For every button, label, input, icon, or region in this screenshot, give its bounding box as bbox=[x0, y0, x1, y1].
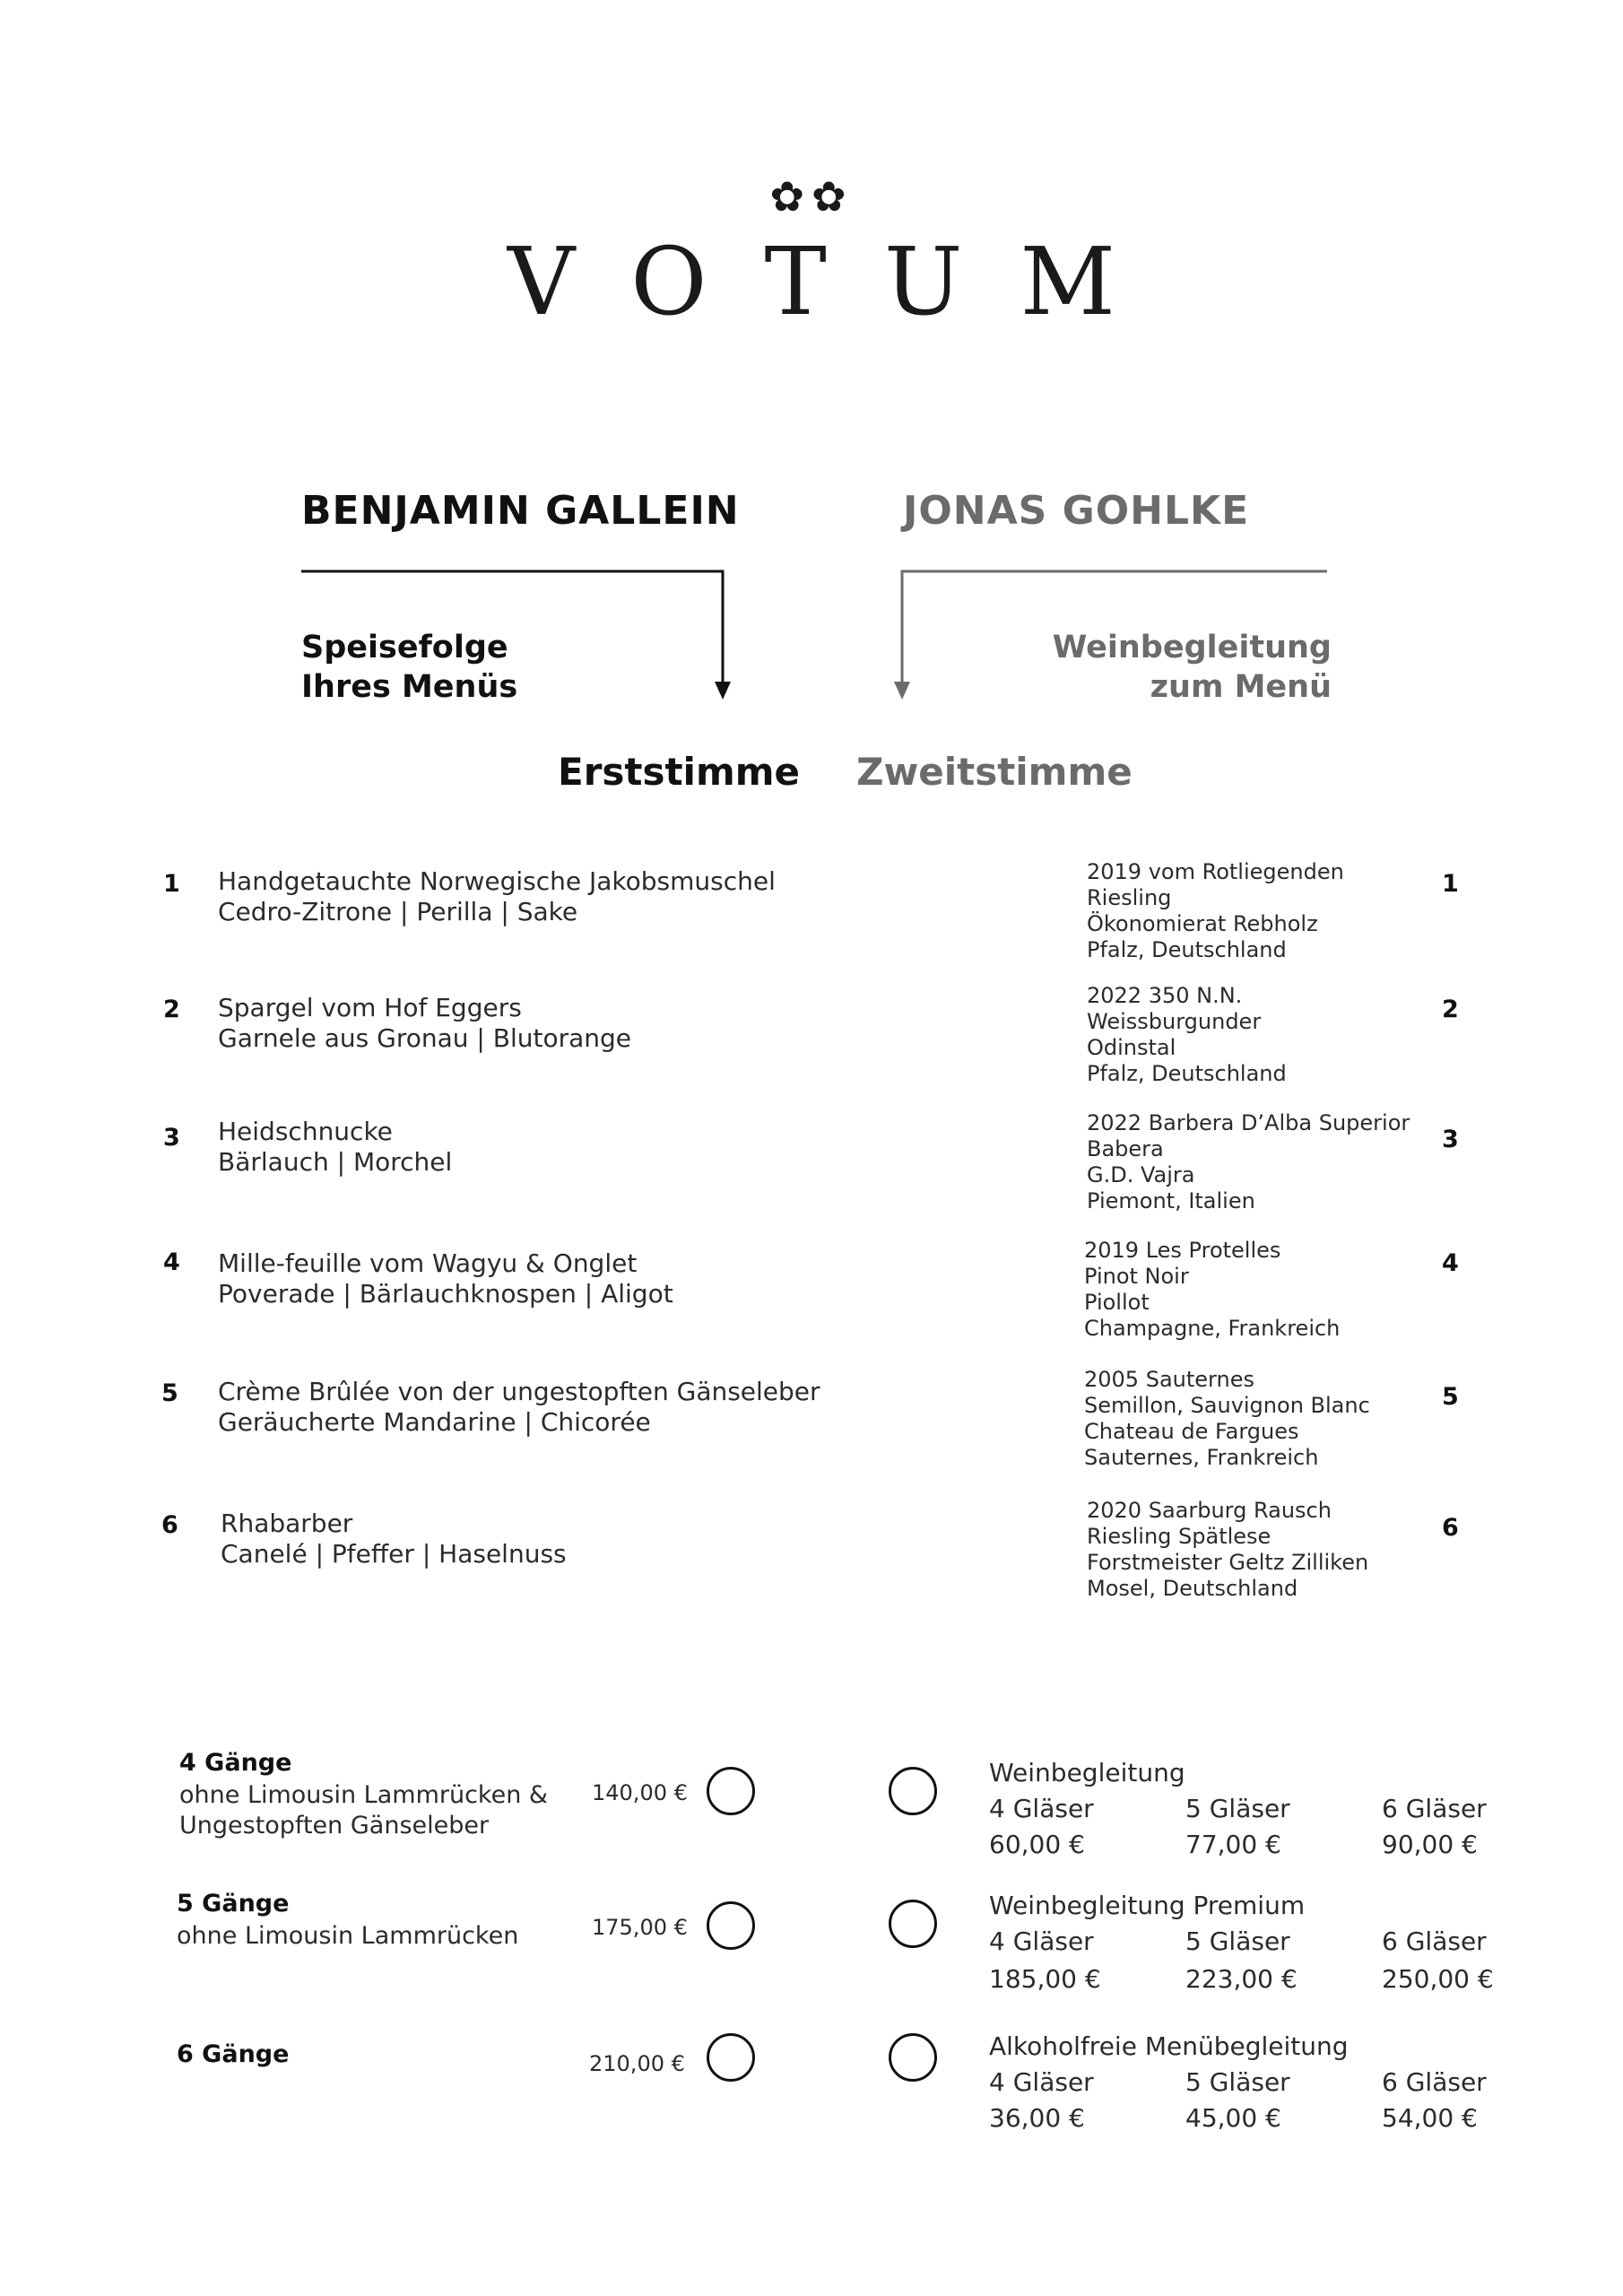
course-wine: 2022 350 N.N. Weissburgunder Odinstal Pfalz, Deutschland bbox=[1087, 983, 1287, 1086]
pairing-price: 90,00 € bbox=[1382, 1830, 1478, 1859]
pairing-wine-checkbox[interactable] bbox=[889, 1767, 937, 1815]
course-wine: 2022 Barbera D’Alba Superior Babera G.D. Vajra Piemont, Italien bbox=[1087, 1110, 1410, 1213]
pairing-price: 223,00 € bbox=[1185, 1964, 1298, 1994]
menu-option-title: 6 Gänge bbox=[177, 2040, 290, 2068]
pairing-glasses: 4 Gläser bbox=[989, 1926, 1094, 1956]
second-vote-heading: Zweitstimme bbox=[856, 750, 1133, 794]
course-wine: 2005 Sauternes Semillon, Sauvignon Blanc Chateau de Fargues Sauternes, Frankreich bbox=[1084, 1367, 1370, 1470]
pairing-title: Alkoholfreie Menübegleitung bbox=[989, 2031, 1349, 2061]
menu-option-title: 4 Gänge bbox=[179, 1749, 292, 1777]
pairing-price: 54,00 € bbox=[1382, 2103, 1478, 2133]
pairing-price: 60,00 € bbox=[989, 1830, 1085, 1859]
pairing-glasses: 5 Gläser bbox=[1185, 2067, 1290, 2097]
pairing-glasses: 6 Gläser bbox=[1382, 2067, 1487, 2097]
course-dish: Heidschnucke Bärlauch | Morchel bbox=[218, 1117, 453, 1177]
pairing-premium-checkbox[interactable] bbox=[889, 1900, 937, 1948]
pairing-glasses: 4 Gläser bbox=[989, 1794, 1094, 1823]
course-dish: Handgetauchte Norwegische Jakobsmuschel Cedro-Zitrone | Perilla | Sake bbox=[218, 866, 776, 926]
menu-option-desc: ohne Limousin Lammrücken & Ungestopften Gänseleber bbox=[179, 1781, 548, 1839]
course-number: 1 bbox=[163, 870, 180, 898]
wine-number: 1 bbox=[1442, 870, 1459, 898]
wine-number: 6 bbox=[1442, 1514, 1459, 1542]
menu-option-desc: ohne Limousin Lammrücken bbox=[177, 1922, 519, 1950]
course-wine: 2019 Les Protelles Pinot Noir Piollot Champagne, Frankreich bbox=[1084, 1238, 1341, 1341]
michelin-stars-icon: ✿✿ bbox=[769, 172, 854, 221]
menu-option-title: 5 Gänge bbox=[177, 1890, 290, 1918]
pairing-alcoholfree-checkbox[interactable] bbox=[889, 2033, 937, 2082]
menu-option-price: 140,00 € bbox=[592, 1780, 688, 1805]
sommelier-name: JONAS GOHLKE bbox=[903, 488, 1250, 534]
pairing-price: 250,00 € bbox=[1382, 1964, 1494, 1994]
pairing-glasses: 6 Gläser bbox=[1382, 1794, 1487, 1823]
course-number: 5 bbox=[161, 1379, 178, 1407]
menu-option-price: 175,00 € bbox=[592, 1915, 688, 1940]
wine-number: 5 bbox=[1442, 1383, 1459, 1411]
wine-number: 3 bbox=[1442, 1126, 1459, 1153]
course-wine: 2019 vom Rotliegenden Riesling Ökonomierat Rebholz Pfalz, Deutschland bbox=[1087, 859, 1344, 962]
course-number: 4 bbox=[163, 1248, 180, 1276]
pairing-price: 77,00 € bbox=[1185, 1830, 1281, 1859]
pairing-glasses: 5 Gläser bbox=[1185, 1794, 1290, 1823]
pairing-glasses: 6 Gläser bbox=[1382, 1926, 1487, 1956]
course-dish: Mille-feuille vom Wagyu & Onglet Poverade | Bärlauchknospen | Aligot bbox=[218, 1248, 673, 1309]
first-vote-heading: Erststimme bbox=[558, 750, 800, 794]
brand-logo: VOTUM bbox=[507, 227, 1174, 336]
chef-name: BENJAMIN GALLEIN bbox=[301, 488, 740, 534]
wine-number: 2 bbox=[1442, 996, 1459, 1023]
wine-number: 4 bbox=[1442, 1249, 1459, 1277]
connector-arrows bbox=[0, 0, 1623, 735]
pairing-price: 185,00 € bbox=[989, 1964, 1101, 1994]
course-dish: Rhabarber Canelé | Pfeffer | Haselnuss bbox=[221, 1509, 567, 1569]
course-wine: 2020 Saarburg Rausch Riesling Spätlese Forstmeister Geltz Zilliken Mosel, Deutschland bbox=[1087, 1498, 1369, 1601]
pairing-price: 45,00 € bbox=[1185, 2103, 1281, 2133]
pairing-glasses: 4 Gläser bbox=[989, 2067, 1094, 2097]
menu-5-checkbox[interactable] bbox=[707, 1901, 755, 1950]
course-number: 3 bbox=[163, 1124, 180, 1152]
course-dish: Spargel vom Hof Eggers Garnele aus Gronau | Blutorange bbox=[218, 993, 632, 1053]
course-number: 6 bbox=[161, 1511, 178, 1539]
menu-option-price: 210,00 € bbox=[589, 2051, 685, 2076]
pairing-glasses: 5 Gläser bbox=[1185, 1926, 1290, 1956]
menu-6-checkbox[interactable] bbox=[707, 2033, 755, 2082]
wine-pairing-label: Weinbegleitung zum Menü bbox=[1052, 630, 1332, 705]
pairing-price: 36,00 € bbox=[989, 2103, 1085, 2133]
pairing-title: Weinbegleitung Premium bbox=[989, 1891, 1306, 1920]
menu-sequence-label: Speisefolge Ihres Menüs bbox=[301, 630, 518, 705]
menu-4-checkbox[interactable] bbox=[707, 1767, 755, 1815]
course-number: 2 bbox=[163, 996, 180, 1023]
pairing-title: Weinbegleitung bbox=[989, 1758, 1185, 1787]
course-dish: Crème Brûlée von der ungestopften Gänseleber Geräucherte Mandarine | Chicorée bbox=[218, 1377, 820, 1437]
